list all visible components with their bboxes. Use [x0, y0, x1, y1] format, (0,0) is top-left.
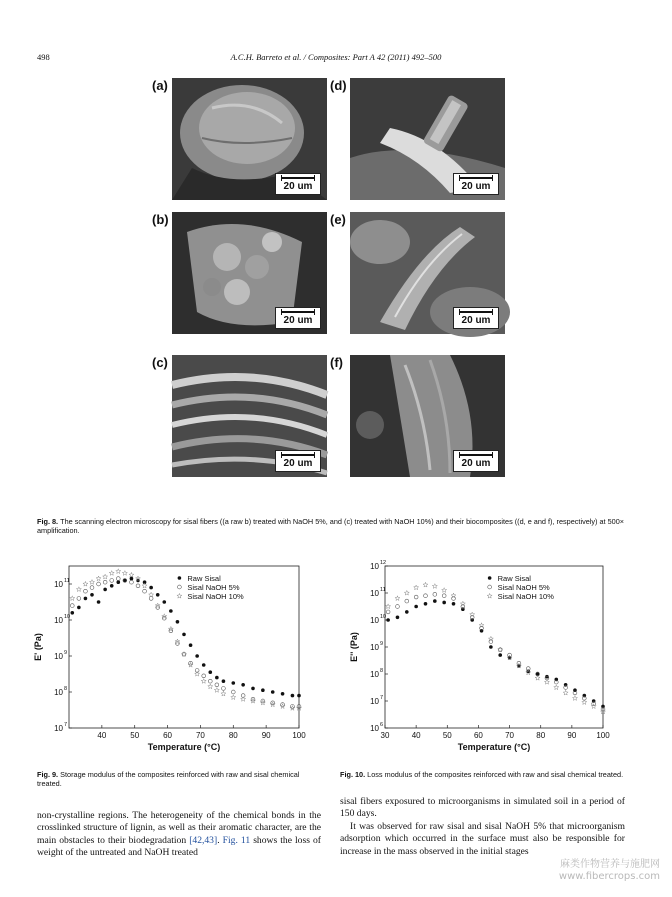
y-tick-exponent: 10	[64, 614, 71, 620]
data-point	[414, 585, 419, 590]
y-tick-label: 10	[370, 643, 379, 652]
data-point	[143, 589, 147, 593]
data-point	[404, 590, 409, 595]
data-point	[281, 692, 285, 696]
scale-bar-f: 20 um	[453, 450, 499, 472]
data-point	[208, 679, 212, 683]
data-point	[116, 577, 120, 581]
data-point	[386, 604, 391, 609]
sem-image-c	[172, 355, 327, 477]
data-point	[116, 580, 120, 584]
y-tick-label: 10	[54, 652, 63, 661]
citation-link[interactable]: [42,43]	[189, 834, 218, 846]
data-point	[156, 593, 160, 597]
data-point	[442, 594, 446, 598]
y-axis-label: E'' (Pa)	[349, 632, 359, 662]
data-point	[271, 690, 275, 694]
sem-image-a	[172, 78, 327, 200]
x-tick-label: 40	[97, 731, 107, 740]
body-right-column	[340, 796, 625, 858]
figure-10-caption-text: Loss modulus of the composites reinforced with raw and sisal chemical treated.	[367, 770, 624, 779]
y-tick-exponent: 8	[380, 668, 384, 674]
figure-10-caption-label: Fig. 10.	[340, 770, 366, 779]
figure-10-chart	[345, 558, 620, 763]
data-point	[386, 610, 390, 614]
data-point	[202, 663, 206, 667]
data-point	[70, 596, 75, 601]
data-point	[396, 616, 400, 620]
data-point	[149, 592, 154, 597]
panel-label-b: (b)	[152, 212, 169, 227]
data-point	[424, 602, 428, 606]
data-point	[90, 580, 95, 585]
figure-11-link[interactable]: Fig. 11	[222, 834, 251, 846]
data-point	[261, 688, 265, 692]
data-point	[488, 576, 492, 580]
data-point	[222, 687, 226, 691]
data-point	[432, 584, 437, 589]
y-tick-label: 10	[370, 589, 379, 598]
data-point	[215, 676, 219, 680]
series-0	[70, 577, 300, 698]
data-point	[488, 585, 492, 589]
x-axis-label: Temperature (°C)	[457, 742, 531, 752]
data-point	[109, 571, 114, 576]
paragraph: sisal fibers exposured to microorganisms in simulated soil in a period of 150 days.	[340, 796, 625, 820]
data-point	[544, 680, 549, 685]
x-tick-label: 90	[261, 731, 271, 740]
data-point	[77, 606, 81, 610]
watermark-line: 麻类作物营养与施肥网	[560, 859, 660, 870]
data-point	[83, 581, 88, 586]
loss-modulus-plot	[345, 558, 620, 763]
data-point	[573, 696, 578, 701]
data-point	[489, 645, 493, 649]
data-point	[178, 585, 182, 589]
data-point	[122, 571, 127, 576]
data-point	[231, 681, 235, 685]
data-point	[162, 600, 166, 604]
x-axis-label: Temperature (°C)	[147, 742, 221, 752]
legend-entry: Sisal NaOH 5%	[497, 583, 550, 592]
scale-bar-c: 20 um	[275, 450, 321, 472]
data-point	[84, 597, 88, 601]
x-tick-label: 70	[195, 731, 205, 740]
y-tick-label: 10	[370, 616, 379, 625]
data-point	[414, 605, 418, 609]
figure-8-caption-label: Fig. 8.	[37, 517, 59, 526]
x-tick-label: 80	[536, 731, 546, 740]
x-tick-label: 80	[228, 731, 238, 740]
y-tick-label: 10	[54, 580, 63, 589]
y-tick-exponent: 11	[380, 587, 386, 593]
scale-bar-e: 20 um	[453, 307, 499, 329]
data-point	[97, 600, 101, 604]
data-point	[84, 589, 88, 593]
data-point	[110, 579, 114, 583]
x-tick-label: 70	[505, 731, 515, 740]
data-point	[563, 690, 568, 695]
paragraph: It was observed for raw sisal and sisal NaOH 5% that microorganism adsorption which occurred in the surface must also be responsible for increase in the mass observed in the initial stages	[340, 820, 625, 857]
panel-label-f: (f)	[330, 355, 343, 370]
data-point	[176, 620, 180, 624]
scale-bar-a: 20 um	[275, 173, 321, 195]
x-tick-label: 40	[411, 731, 421, 740]
series-1	[70, 577, 301, 709]
legend-entry: Sisal NaOH 5%	[187, 583, 240, 592]
body-left-column	[37, 810, 321, 860]
sem-image-b	[172, 212, 327, 334]
y-tick-exponent: 10	[380, 614, 387, 620]
data-point	[76, 587, 81, 592]
data-point	[433, 592, 437, 596]
data-point	[414, 595, 418, 599]
y-tick-label: 10	[54, 688, 63, 697]
y-tick-exponent: 7	[380, 695, 384, 701]
figure-8-caption	[37, 517, 637, 535]
legend-entry: Raw Sisal	[497, 574, 531, 583]
x-tick-label: 60	[473, 731, 483, 740]
x-tick-label: 100	[596, 731, 610, 740]
y-tick-exponent: 12	[380, 560, 387, 566]
y-tick-exponent: 6	[380, 722, 384, 728]
data-point	[136, 584, 140, 588]
data-point	[90, 586, 94, 590]
y-tick-exponent: 9	[64, 650, 68, 656]
data-point	[202, 674, 206, 678]
plot-frame	[69, 566, 299, 728]
figure-9-chart	[33, 558, 312, 763]
data-point	[221, 691, 226, 696]
data-point	[177, 593, 182, 598]
data-point	[195, 671, 200, 676]
y-tick-exponent: 7	[64, 722, 68, 728]
scale-bar-d: 20 um	[453, 173, 499, 195]
data-point	[169, 609, 173, 613]
data-point	[182, 633, 186, 637]
y-tick-label: 10	[370, 697, 379, 706]
data-point	[149, 586, 153, 590]
data-point	[103, 574, 108, 579]
data-point	[96, 576, 101, 581]
data-point	[231, 695, 236, 700]
panel-label-d: (d)	[330, 78, 347, 93]
y-tick-exponent: 9	[380, 641, 384, 647]
data-point	[405, 599, 409, 603]
y-tick-exponent: 8	[64, 686, 68, 692]
watermark-line: www.fibercrops.com	[558, 871, 660, 882]
data-point	[77, 597, 81, 601]
data-point	[424, 594, 428, 598]
body-text-span: non-crystalline regions. The heterogeneity of the chemical bonds in the crosslinked structure of lignin, as well as their aromatic character, are the main obstacles to their biodegradation	[37, 810, 321, 846]
plot-frame	[385, 566, 603, 728]
data-point	[215, 683, 219, 687]
x-tick-label: 90	[567, 731, 577, 740]
data-point	[241, 697, 246, 702]
data-point	[201, 679, 206, 684]
legend-entry: Sisal NaOH 10%	[497, 592, 554, 601]
data-point	[149, 597, 153, 601]
running-title: A.C.H. Barreto et al. / Composites: Part A 42 (2011) 492–500	[230, 52, 442, 62]
data-point	[452, 602, 456, 606]
panel-label-e: (e)	[330, 212, 346, 227]
data-point	[487, 593, 492, 598]
sem-image-d	[350, 78, 505, 200]
x-tick-label: 50	[442, 731, 452, 740]
x-tick-label: 100	[292, 731, 306, 740]
sem-image-f	[350, 355, 505, 477]
series-0	[386, 599, 604, 708]
scale-bar-b: 20 um	[275, 307, 321, 329]
watermark	[559, 859, 660, 883]
data-point	[582, 700, 587, 705]
data-point	[222, 679, 226, 683]
data-point	[70, 611, 74, 615]
x-tick-label: 60	[163, 731, 173, 740]
data-point	[442, 588, 447, 593]
data-point	[423, 582, 428, 587]
data-point	[178, 576, 182, 580]
page-number: 498	[37, 52, 50, 62]
data-point	[116, 569, 121, 574]
data-point	[297, 694, 301, 698]
x-tick-label: 50	[130, 731, 140, 740]
body-text-span: shows the loss of weight of the untreated and NaOH treated	[37, 834, 321, 859]
data-point	[208, 684, 213, 689]
y-tick-label: 10	[54, 616, 63, 625]
y-tick-exponent: 11	[64, 578, 70, 584]
data-point	[103, 588, 107, 592]
data-point	[386, 618, 390, 622]
figure-9-caption	[37, 770, 321, 788]
y-tick-label: 10	[54, 724, 63, 733]
data-point	[214, 688, 219, 693]
panel-label-c: (c)	[152, 355, 168, 370]
data-point	[103, 580, 107, 584]
data-point	[554, 685, 559, 690]
data-point	[498, 653, 502, 657]
x-tick-label: 30	[380, 731, 390, 740]
data-point	[130, 577, 134, 581]
data-point	[405, 610, 409, 614]
data-point	[396, 605, 400, 609]
data-point	[110, 584, 114, 588]
y-tick-label: 10	[370, 670, 379, 679]
y-tick-label: 10	[370, 724, 379, 733]
data-point	[195, 654, 199, 658]
legend-entry: Raw Sisal	[187, 574, 221, 583]
legend-entry: Sisal NaOH 10%	[187, 592, 244, 601]
data-point	[189, 643, 193, 647]
storage-modulus-plot	[33, 558, 312, 763]
figure-8-caption-text: The scanning electron microscopy for sisal fibers ((a raw b) treated with NaOH 5%, and (c) treated with NaOH 10%) and their biocomposites ((d, e and f), respectively) at 500× amplification.	[37, 517, 625, 535]
data-point	[208, 670, 212, 674]
data-point	[97, 582, 101, 586]
data-point	[70, 604, 74, 608]
series-2	[386, 582, 606, 714]
panel-label-a: (a)	[152, 78, 168, 93]
series-1	[386, 592, 605, 711]
data-point	[442, 601, 446, 605]
data-point	[433, 599, 437, 603]
data-point	[130, 580, 134, 584]
data-point	[241, 683, 245, 687]
data-point	[231, 690, 235, 694]
data-point	[251, 687, 255, 691]
data-point	[90, 593, 94, 597]
data-point	[395, 596, 400, 601]
body-text-span: .	[217, 834, 223, 846]
data-point	[291, 694, 295, 698]
sem-image-e	[350, 212, 505, 334]
y-axis-label: E' (Pa)	[33, 633, 43, 661]
data-point	[129, 572, 134, 577]
figure-9-caption-text: Storage modulus of the composites reinforced with raw and sisal chemical treated.	[37, 770, 300, 788]
figure-9-caption-label: Fig. 9.	[37, 770, 59, 779]
figure-10-caption	[340, 770, 625, 779]
y-tick-label: 10	[370, 562, 379, 571]
